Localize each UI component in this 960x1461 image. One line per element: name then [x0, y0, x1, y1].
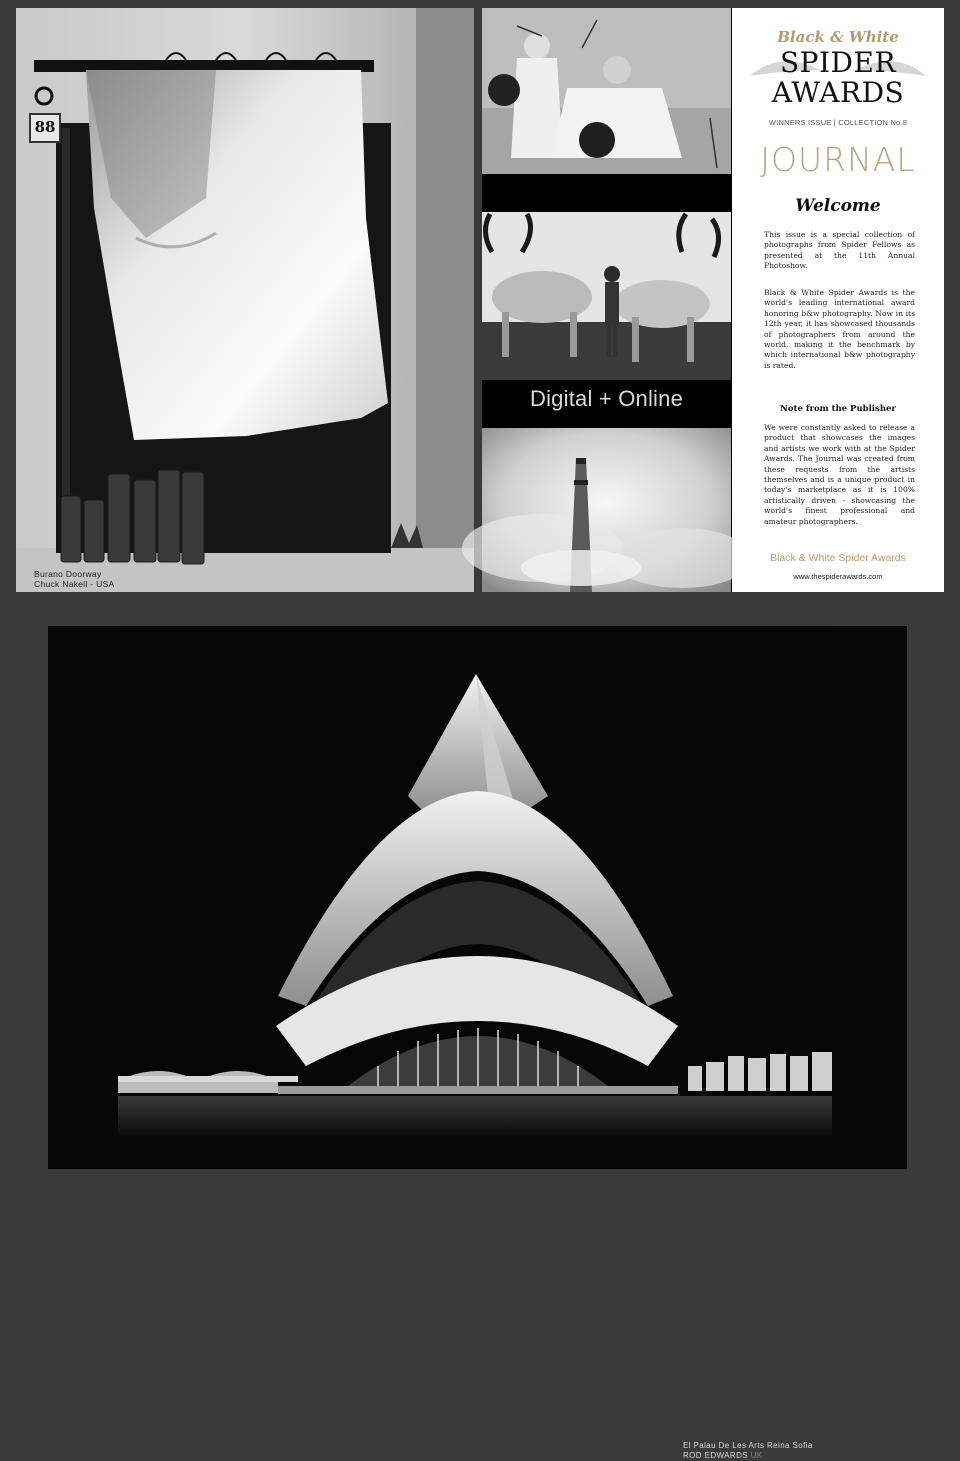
- digital-online-label: Digital + Online: [530, 386, 683, 411]
- bottom-caption-author: ROD EDWARDS: [683, 1451, 748, 1460]
- bottom-caption-country: UK: [750, 1451, 763, 1460]
- spread-left-page: [16, 8, 474, 592]
- publisher-note-paragraph: We were constantly asked to release a product that showcases the images and artists we work with at the Spider Awards. The Journal was created from these requests from the artists themselves and is a unique product in today's marketplace as it is 100% artistically driven - showcasing the world's finest professional and amateur photographers.: [764, 423, 915, 526]
- publisher-note-heading: Note from the Publisher: [780, 404, 896, 414]
- footer-url[interactable]: www.thespiderawards.com: [793, 572, 883, 581]
- house-number: 88: [34, 118, 56, 136]
- left-photo-caption: [34, 569, 115, 589]
- cattle-herder-image: [482, 212, 731, 380]
- winners-issue-line: WINNERS ISSUE | COLLECTION No.8: [768, 118, 908, 127]
- opera-house-image: [48, 626, 907, 1169]
- brand-black-white: Black & White: [777, 28, 899, 46]
- welcome-paragraph-1: This issue is a special collection of photographs from Spider Fellows as presented at the 11th Annual Photoshow.: [764, 230, 915, 271]
- burano-doorway-photo: [16, 8, 474, 592]
- welcome-heading: Welcome: [795, 196, 881, 216]
- fencers-image: [482, 8, 731, 174]
- left-caption-author: Chuck Nakell - USA: [34, 579, 115, 589]
- footer-brand: Black & White Spider Awards: [770, 552, 906, 564]
- left-caption-title: Burano Doorway: [34, 569, 102, 579]
- bottom-caption-title: El Palau De Les Arts Reina Sofia: [683, 1441, 813, 1450]
- photo-column: [482, 8, 731, 592]
- bottom-photo-caption: [683, 1441, 813, 1461]
- brand-spider: SPIDER: [779, 46, 897, 79]
- journal-text-column: [732, 8, 944, 592]
- welcome-paragraph-2: Black & White Spider Awards is the world's leading international award honoring b&w photography. Now in its 12th year, it has showcased thousands of photographers from around the world, making it the benchmark by which international b&w photography is rated.: [764, 288, 915, 370]
- cattle-herder-photo: [482, 212, 731, 380]
- chimney-clouds-image: [482, 428, 731, 592]
- fencers-photo: [482, 8, 731, 174]
- journal-title: JOURNAL: [760, 140, 916, 179]
- chimney-clouds-photo: [482, 428, 731, 592]
- brand-awards: AWARDS: [771, 76, 905, 109]
- spread-right-page: [482, 8, 944, 592]
- palau-de-les-arts-photo: [48, 626, 907, 1460]
